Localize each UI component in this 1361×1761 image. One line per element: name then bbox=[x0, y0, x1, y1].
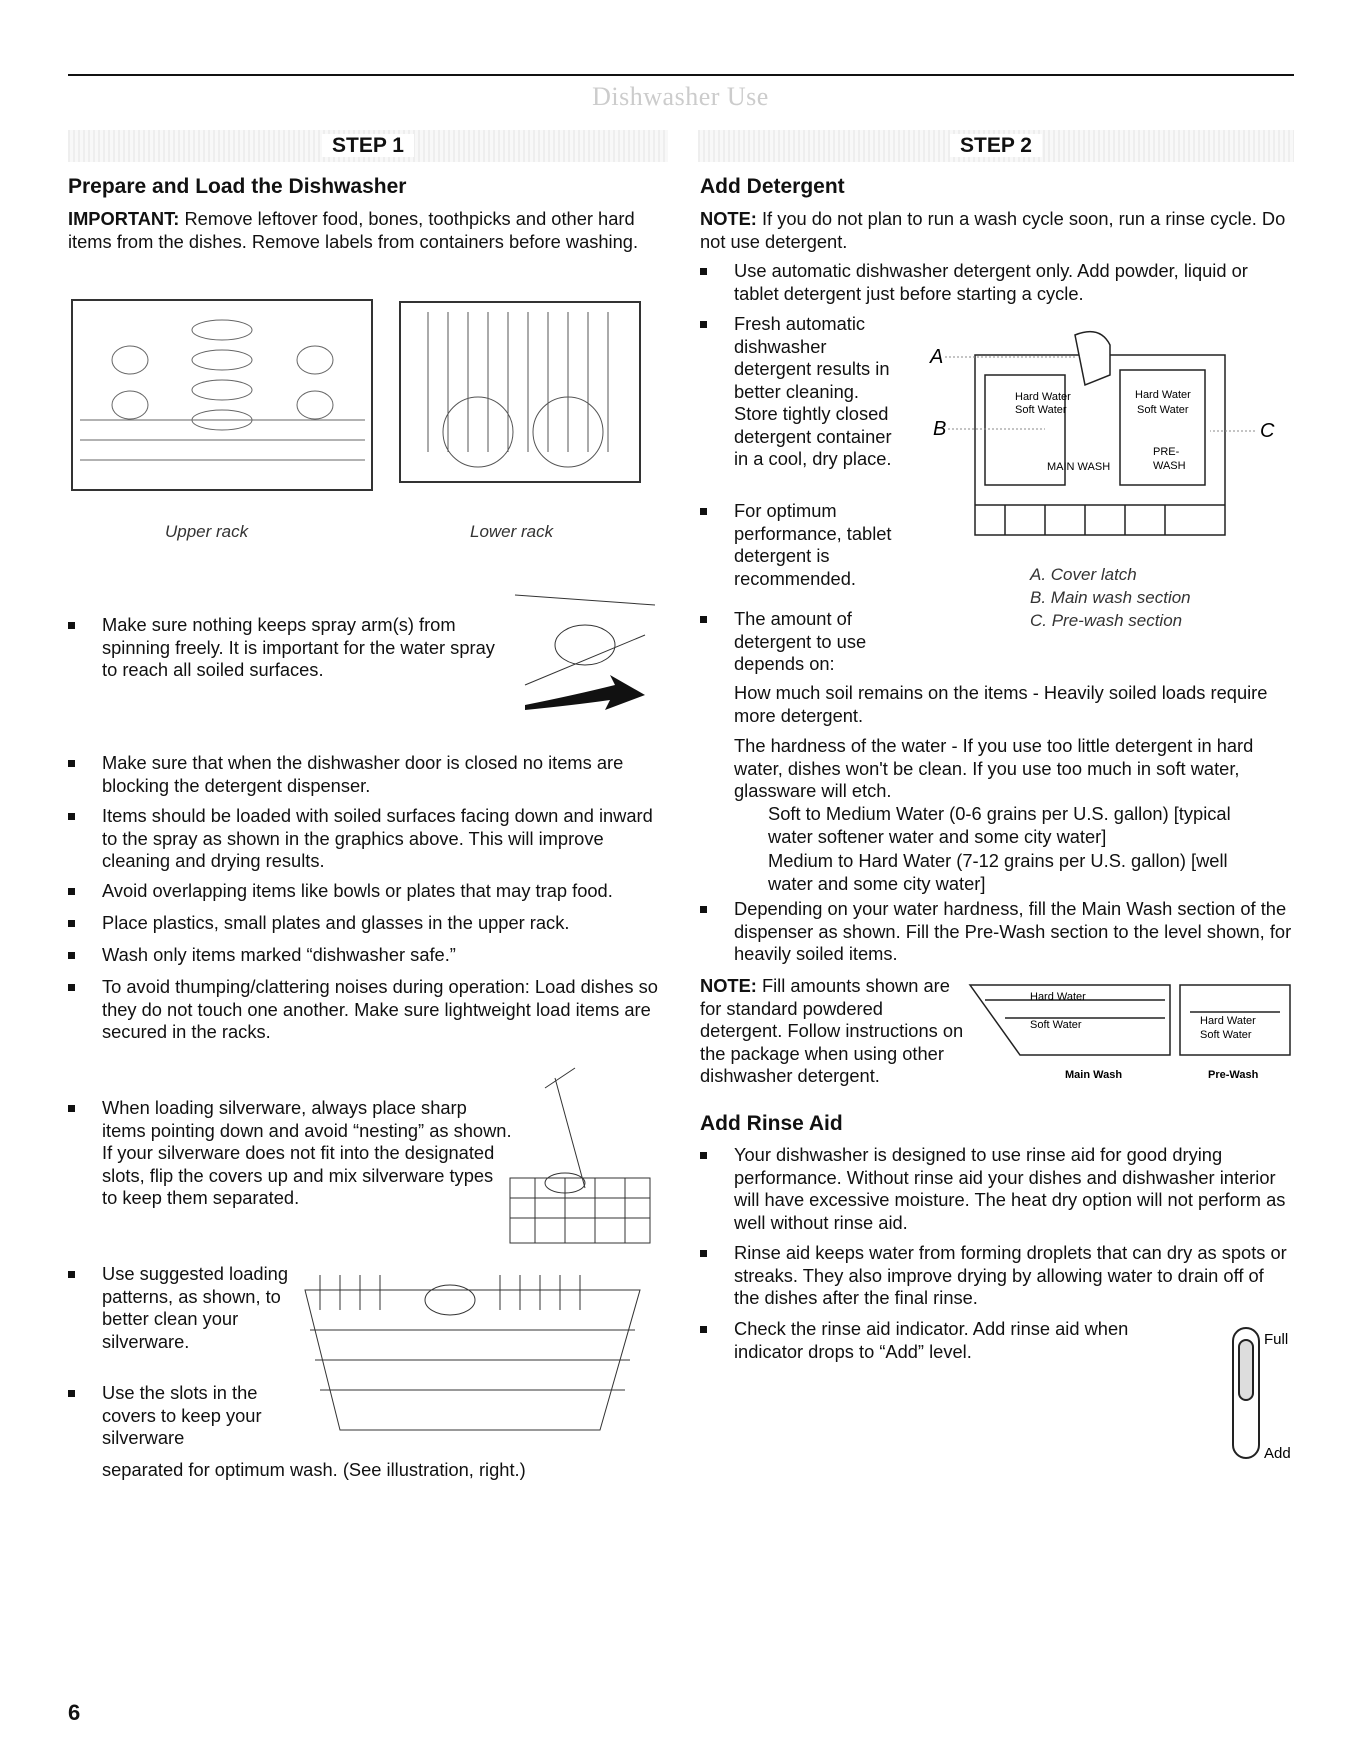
bullet-slots: Use the slots in the covers to keep your silverware bbox=[102, 1382, 282, 1450]
caption-main-wash: B. Main wash section bbox=[1030, 588, 1191, 607]
silverware-pattern-illustration bbox=[300, 1270, 645, 1435]
dispenser-label-b: B bbox=[933, 418, 947, 440]
important-text: Remove leftover food, bones, toothpicks and other hard items from the dishes. Remove labels from containers before washing. bbox=[68, 208, 639, 252]
soft-water-text: Soft to Medium Water (0-6 grains per U.S. gallon) [typical water softener water and some city water] bbox=[768, 803, 1231, 847]
add-detergent-heading: Add Detergent bbox=[700, 175, 845, 198]
step2-note bbox=[700, 208, 1290, 253]
dispenser-hard-water: Hard Water bbox=[1015, 391, 1071, 403]
soil-text: How much soil remains on the items - Heavily soiled loads require more detergent. bbox=[734, 682, 1268, 726]
hard-water-text: Medium to Hard Water (7-12 grains per U.S. gallon) [well water and some city water] bbox=[768, 850, 1228, 894]
fill-main-wash: Main Wash bbox=[1065, 1069, 1123, 1081]
step1-label: STEP 1 bbox=[322, 134, 414, 157]
bullet-fill-main-wash: Depending on your water hardness, fill the Main Wash section of the dispenser as shown. Fill the Pre-Wash section to the level shown, for heavily soiled items. bbox=[734, 898, 1294, 966]
dispenser-label-a: A bbox=[930, 346, 944, 368]
bullet-rinse-aid-design: Your dishwasher is designed to use rinse aid for good drying performance. Without rinse aid your dishes and dishwasher interior will have excessive moisture. The heat dry option will not perform as well without rinse aid. bbox=[734, 1144, 1294, 1234]
upper-rack-caption: Upper rack bbox=[165, 522, 249, 541]
bullet-rinse-aid-indicator: Check the rinse aid indicator. Add rinse aid when indicator drops to “Add” level. bbox=[734, 1318, 1174, 1363]
bullet-thumping: To avoid thumping/clattering noises during operation: Load dishes so they do not touch one another. Make sure lightweight load items are secured in the racks. bbox=[102, 976, 662, 1044]
slots-continued: separated for optimum wash. (See illustration, right.) bbox=[102, 1459, 526, 1480]
step2-note-label: NOTE: bbox=[700, 208, 757, 229]
caption-pre-wash: C. Pre-wash section bbox=[1030, 611, 1183, 630]
bullet-overlapping: Avoid overlapping items like bowls or plates that may trap food. bbox=[102, 880, 662, 903]
step2-bar bbox=[698, 130, 1294, 162]
dispenser-illustration bbox=[925, 325, 1295, 570]
step1-heading: Prepare and Load the Dishwasher bbox=[68, 175, 407, 198]
fill-pre-hard: Hard Water bbox=[1200, 1015, 1256, 1027]
dispenser-wash: WASH bbox=[1153, 460, 1186, 472]
important-paragraph bbox=[68, 208, 668, 253]
caption-cover-latch: A. Cover latch bbox=[1030, 565, 1137, 584]
dispenser-main-wash: MAIN WASH bbox=[1047, 461, 1111, 473]
bullet-dishwasher-safe: Wash only items marked “dishwasher safe.” bbox=[102, 944, 662, 967]
fill-note-text: Fill amounts shown are for standard powdered detergent. Follow instructions on the package when using other dishwasher detergent. bbox=[700, 975, 964, 1086]
rinse-aid-indicator bbox=[1228, 1318, 1298, 1468]
indicator-full: Full bbox=[1264, 1331, 1289, 1348]
page-title: Dishwasher Use bbox=[592, 82, 769, 111]
fill-soft-water: Soft Water bbox=[1030, 1019, 1082, 1031]
dispenser-soft-water: Soft Water bbox=[1015, 404, 1067, 416]
spray-arm-illustration bbox=[505, 585, 665, 725]
bullet-tablet: For optimum performance, tablet detergent is recommended. bbox=[734, 500, 904, 590]
important-label: IMPORTANT: bbox=[68, 208, 180, 229]
bullet-fresh-detergent: Fresh automatic dishwasher detergent results in better cleaning. Store tightly closed detergent container in a cool, dry place. bbox=[734, 313, 904, 471]
silverware-basket-illustration bbox=[505, 1058, 655, 1248]
dispenser-label-c: C bbox=[1260, 420, 1275, 442]
fill-levels-illustration bbox=[965, 980, 1295, 1085]
upper-rack-illustration bbox=[70, 290, 380, 495]
bullet-silverware: When loading silverware, always place sharp items pointing down and avoid “nesting” as shown. If your silverware does not fit into the designated slots, flip the covers up and mix silverware types to keep them separated. bbox=[102, 1097, 512, 1210]
page-number: 6 bbox=[68, 1700, 81, 1725]
dispenser-hard-water-2: Hard Water bbox=[1135, 389, 1191, 401]
fill-pre-soft: Soft Water bbox=[1200, 1029, 1252, 1041]
bullet-soiled-surfaces: Items should be loaded with soiled surfaces facing down and inward to the spray as shown in the graphics above. This will improve cleaning and drying results. bbox=[102, 805, 662, 873]
fill-hard-water: Hard Water bbox=[1030, 991, 1086, 1003]
bullet-plastics: Place plastics, small plates and glasses in the upper rack. bbox=[102, 912, 662, 935]
top-rule bbox=[68, 74, 1294, 76]
step2-note-text: If you do not plan to run a wash cycle soon, run a rinse cycle. Do not use detergent. bbox=[700, 208, 1286, 252]
lower-rack-caption: Lower rack bbox=[470, 522, 554, 541]
dispenser-pre: PRE- bbox=[1153, 446, 1180, 458]
fill-pre-wash: Pre-Wash bbox=[1208, 1069, 1259, 1081]
hardness-text: The hardness of the water - If you use too little detergent in hard water, dishes won't be clean. If you use too much in soft water, glassware will etch. bbox=[734, 735, 1254, 801]
fill-note bbox=[700, 975, 965, 1088]
step1-bar bbox=[68, 130, 668, 162]
bullet-amount: The amount of detergent to use depends on: bbox=[734, 608, 904, 676]
fill-note-label: NOTE: bbox=[700, 975, 757, 996]
add-rinse-aid-heading: Add Rinse Aid bbox=[700, 1112, 843, 1135]
bullet-automatic-detergent: Use automatic dishwasher detergent only. Add powder, liquid or tablet detergent just before starting a cycle. bbox=[734, 260, 1294, 305]
bullet-rinse-aid-droplets: Rinse aid keeps water from forming droplets that can dry as spots or streaks. They also improve drying by allowing water to drain off of the dishes after the final rinse. bbox=[734, 1242, 1294, 1310]
dispenser-soft-water-2: Soft Water bbox=[1137, 404, 1189, 416]
step2-label: STEP 2 bbox=[950, 134, 1042, 157]
bullet-spray-arm: Make sure nothing keeps spray arm(s) from spinning freely. It is important for the water spray to reach all soiled surfaces. bbox=[102, 614, 502, 682]
lower-rack-illustration bbox=[398, 292, 648, 492]
indicator-add: Add bbox=[1264, 1445, 1291, 1462]
bullet-door-closed: Make sure that when the dishwasher door is closed no items are blocking the detergent dispenser. bbox=[102, 752, 662, 797]
bullet-loading-patterns: Use suggested loading patterns, as shown, to better clean your silverware. bbox=[102, 1263, 302, 1353]
